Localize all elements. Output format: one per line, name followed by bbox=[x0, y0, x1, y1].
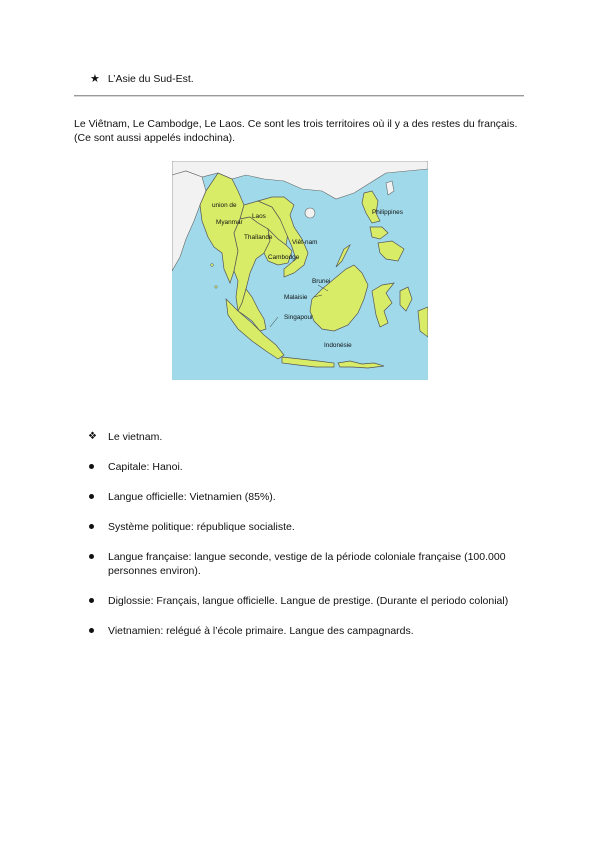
list-item-text: Diglossie: Français, langue officielle. Langue de prestige. (Durante el periodo colonial) bbox=[108, 595, 509, 607]
dot-bullet-icon bbox=[88, 594, 108, 608]
section-heading bbox=[90, 72, 194, 85]
list-item bbox=[88, 490, 518, 504]
list-item bbox=[88, 460, 518, 474]
vietnam-facts-list bbox=[88, 430, 518, 638]
dot-bullet-icon bbox=[88, 550, 108, 564]
heading-text: L’Asie du Sud-Est. bbox=[107, 72, 194, 85]
dot-bullet-icon bbox=[88, 624, 108, 638]
list-item-text: Système politique: république socialiste. bbox=[108, 521, 295, 533]
island-nicobar bbox=[215, 286, 217, 288]
island-andaman bbox=[211, 264, 214, 267]
dot-bullet-icon bbox=[88, 520, 108, 534]
list-item bbox=[88, 520, 518, 534]
horizontal-rule bbox=[74, 95, 524, 97]
map-label-cambodge: Cambodge bbox=[268, 254, 300, 261]
list-item bbox=[88, 550, 518, 578]
dot-bullet-icon bbox=[88, 490, 108, 504]
diamond-bullet-icon: ❖ bbox=[88, 431, 97, 442]
list-item-text: Le vietnam. bbox=[108, 431, 163, 443]
dot-bullet-icon bbox=[88, 460, 108, 474]
star-icon: ★ bbox=[90, 73, 100, 85]
list-item-text: Vietnamien: relégué à l’école primaire. Langue des campagnards. bbox=[108, 625, 414, 637]
map-label-brunei: Brunei bbox=[312, 278, 331, 285]
list-item-text: Langue française: langue seconde, vestige de la période coloniale française (100.000 personnes environ). bbox=[108, 551, 506, 577]
map-label-indonesie: Indonésie bbox=[324, 342, 352, 349]
intro-paragraph: Le Viêtnam, Le Cambodge, Le Laos. Ce sont les trois territoires où il y a des restes du français. (Ce sont aussi appelés indochina). bbox=[74, 118, 518, 144]
list-item-text: Langue officielle: Vietnamien (85%). bbox=[108, 491, 276, 503]
list-item bbox=[88, 430, 518, 444]
list-item bbox=[88, 624, 518, 638]
island-hainan bbox=[305, 208, 315, 218]
list-item-text: Capitale: Hanoi. bbox=[108, 461, 183, 473]
map-label-philippines: Philippines bbox=[372, 209, 403, 216]
map-label-laos: Laos bbox=[252, 213, 266, 220]
list-item bbox=[88, 594, 518, 608]
map-label-myanmar-1: union de bbox=[212, 202, 237, 209]
map-label-malaisie: Malaisie bbox=[284, 294, 308, 301]
map-label-vietnam: Viêt-nam bbox=[292, 239, 318, 246]
map-label-thailande: Thaïlande bbox=[244, 234, 273, 241]
map-label-myanmar-2: Myanmar bbox=[216, 219, 243, 226]
map-label-singapour: Singapour bbox=[284, 314, 314, 321]
southeast-asia-map bbox=[172, 161, 428, 380]
